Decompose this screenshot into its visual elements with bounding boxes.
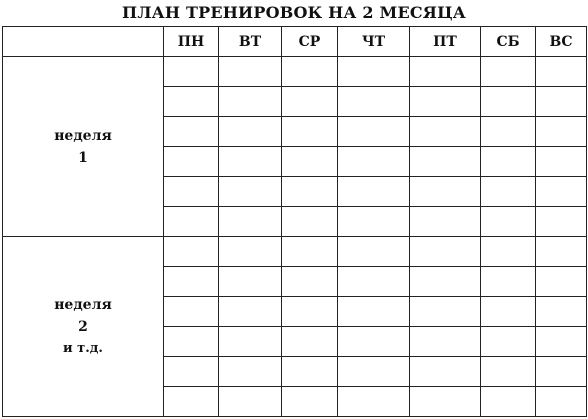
table-row — [3, 237, 587, 267]
plan-cell-fri — [410, 57, 481, 87]
week-label-cell — [3, 57, 164, 237]
plan-cell-sun — [536, 57, 587, 87]
plan-cell-wed — [282, 147, 338, 177]
week-label-line1: неделя — [54, 296, 112, 313]
day-header-thu: ЧТ — [338, 27, 410, 57]
plan-cell-tue — [219, 237, 282, 267]
week-label-cell — [3, 237, 164, 417]
plan-cell-sat — [481, 297, 536, 327]
plan-cell-tue — [219, 87, 282, 117]
plan-cell-sun — [536, 357, 587, 387]
plan-cell-sat — [481, 177, 536, 207]
plan-cell-sun — [536, 177, 587, 207]
table-row — [3, 57, 587, 87]
plan-cell-tue — [219, 207, 282, 237]
plan-cell-tue — [219, 387, 282, 417]
day-header-fri: ПТ — [410, 27, 481, 57]
plan-cell-sat — [481, 207, 536, 237]
plan-cell-wed — [282, 357, 338, 387]
plan-cell-wed — [282, 177, 338, 207]
plan-cell-sat — [481, 237, 536, 267]
plan-cell-fri — [410, 177, 481, 207]
plan-cell-mon — [164, 237, 219, 267]
plan-cell-wed — [282, 387, 338, 417]
plan-cell-sun — [536, 87, 587, 117]
plan-cell-wed — [282, 117, 338, 147]
plan-cell-thu — [338, 387, 410, 417]
plan-cell-thu — [338, 87, 410, 117]
header-row — [3, 27, 587, 57]
plan-cell-fri — [410, 357, 481, 387]
plan-cell-thu — [338, 57, 410, 87]
plan-cell-mon — [164, 207, 219, 237]
plan-cell-mon — [164, 387, 219, 417]
plan-cell-wed — [282, 207, 338, 237]
plan-cell-fri — [410, 147, 481, 177]
plan-cell-tue — [219, 177, 282, 207]
week-label-line1: неделя — [54, 127, 112, 144]
plan-cell-fri — [410, 237, 481, 267]
plan-cell-sun — [536, 117, 587, 147]
plan-cell-mon — [164, 147, 219, 177]
plan-cell-wed — [282, 267, 338, 297]
plan-cell-fri — [410, 327, 481, 357]
plan-cell-tue — [219, 357, 282, 387]
plan-cell-tue — [219, 57, 282, 87]
plan-cell-sun — [536, 237, 587, 267]
plan-cell-wed — [282, 237, 338, 267]
plan-cell-sun — [536, 297, 587, 327]
week-label-line2: 2 — [78, 318, 88, 335]
plan-cell-fri — [410, 267, 481, 297]
plan-cell-sat — [481, 267, 536, 297]
plan-cell-thu — [338, 327, 410, 357]
plan-cell-wed — [282, 57, 338, 87]
plan-cell-mon — [164, 327, 219, 357]
plan-cell-thu — [338, 357, 410, 387]
plan-cell-thu — [338, 147, 410, 177]
plan-cell-thu — [338, 237, 410, 267]
plan-cell-thu — [338, 117, 410, 147]
plan-cell-mon — [164, 87, 219, 117]
plan-cell-thu — [338, 267, 410, 297]
day-header-mon: ПН — [164, 27, 219, 57]
plan-cell-sun — [536, 387, 587, 417]
day-header-wed: СР — [282, 27, 338, 57]
plan-cell-fri — [410, 87, 481, 117]
plan-cell-mon — [164, 177, 219, 207]
plan-cell-tue — [219, 297, 282, 327]
plan-cell-mon — [164, 357, 219, 387]
plan-cell-sat — [481, 387, 536, 417]
plan-cell-mon — [164, 297, 219, 327]
page-title: ПЛАН ТРЕНИРОВОК НА 2 МЕСЯЦА — [122, 3, 466, 22]
plan-cell-thu — [338, 177, 410, 207]
plan-cell-tue — [219, 147, 282, 177]
plan-cell-sat — [481, 87, 536, 117]
plan-cell-wed — [282, 297, 338, 327]
plan-cell-sat — [481, 147, 536, 177]
day-header-sun: ВС — [536, 27, 587, 57]
plan-cell-mon — [164, 117, 219, 147]
corner-header-cell — [3, 27, 164, 57]
plan-cell-mon — [164, 57, 219, 87]
plan-cell-fri — [410, 297, 481, 327]
plan-cell-sat — [481, 357, 536, 387]
plan-cell-mon — [164, 267, 219, 297]
plan-cell-fri — [410, 387, 481, 417]
plan-cell-sun — [536, 147, 587, 177]
plan-cell-thu — [338, 297, 410, 327]
plan-cell-sun — [536, 327, 587, 357]
plan-cell-sat — [481, 117, 536, 147]
day-header-tue: ВТ — [219, 27, 282, 57]
week-label-line3: и т.д. — [63, 340, 103, 356]
plan-cell-sun — [536, 207, 587, 237]
plan-cell-sat — [481, 57, 536, 87]
plan-cell-sat — [481, 327, 536, 357]
plan-cell-tue — [219, 117, 282, 147]
plan-cell-wed — [282, 87, 338, 117]
plan-cell-sun — [536, 267, 587, 297]
day-header-sat: СБ — [481, 27, 536, 57]
training-plan-table — [2, 26, 587, 417]
plan-cell-wed — [282, 327, 338, 357]
plan-cell-fri — [410, 207, 481, 237]
plan-cell-thu — [338, 207, 410, 237]
plan-cell-tue — [219, 327, 282, 357]
plan-cell-fri — [410, 117, 481, 147]
week-label-line2: 1 — [78, 149, 88, 166]
plan-cell-tue — [219, 267, 282, 297]
